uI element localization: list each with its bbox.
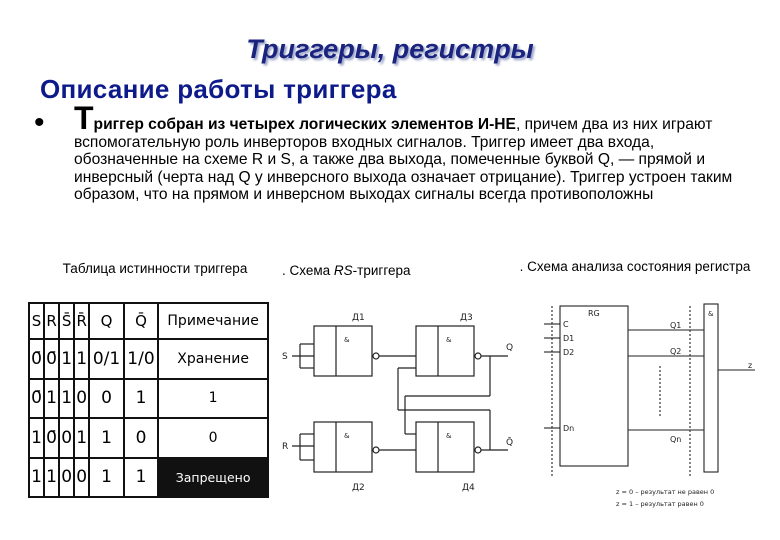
gate-d4: [416, 422, 474, 472]
gate-d3: [416, 326, 474, 376]
slide-title: Триггеры, регистры: [246, 34, 534, 64]
gate-d2: [314, 422, 372, 472]
table-cell: 0: [74, 458, 89, 498]
table-cell: 1: [124, 458, 158, 498]
table-cell: 0: [89, 379, 123, 419]
table-cell: 0̄: [44, 339, 59, 379]
table-cell: 1: [44, 379, 59, 419]
input-d1-label: D1: [563, 334, 575, 343]
table-cell: 1: [44, 458, 59, 498]
para-rest: , причем два из них играют вспомогательную роль инверторов входных сигналов. Триггер имеет два входа, обозначенные на схеме R и S, а также два выхода, помеченные буквой Q, — прямой и инверсный (черта над Q у инверсного выхода означает отрицание). Триггер устроен таким образом, что на прямом и инверсном выходах сигналы всегда противоположны: [74, 116, 733, 204]
table-cell: 1: [74, 418, 89, 458]
and-symbol: &: [446, 432, 452, 440]
output-qn-label: Qn: [670, 435, 682, 444]
output-q2-label: Q2: [670, 347, 682, 356]
output-z-label: z: [748, 361, 753, 370]
table-header-row: [29, 303, 268, 339]
gate-label-d1: Д1: [352, 313, 365, 323]
table-cell: 0: [59, 418, 74, 458]
table-row: [29, 418, 268, 458]
gate-d1: [314, 326, 372, 376]
table-cell: 1/0: [124, 339, 158, 379]
table-row: [29, 339, 268, 379]
para-drop-letter: Т: [74, 100, 94, 136]
and-symbol: &: [446, 336, 452, 344]
and-symbol: &: [708, 310, 714, 318]
rs-trigger-diagram: [280, 300, 516, 500]
table-cell: 0: [124, 418, 158, 458]
table-cell: 0̄: [29, 339, 44, 379]
table-header-cell: S: [29, 303, 44, 339]
bullet-marker: •: [34, 106, 45, 139]
table-cell: 0̄: [44, 418, 59, 458]
input-s-label: S: [282, 352, 288, 362]
table-header-cell: S̄: [59, 303, 74, 339]
table-cell: 1: [74, 339, 89, 379]
input-c-label: C: [563, 320, 569, 329]
table-header-cell: Примечание: [158, 303, 268, 339]
table-cell: 0: [158, 418, 268, 458]
rs-scheme-caption: . Схема RS-триггера: [282, 263, 411, 278]
table-cell: 1: [124, 379, 158, 419]
table-header-cell: R: [44, 303, 59, 339]
table-header-cell: Q̄: [124, 303, 158, 339]
and-gate: [704, 304, 718, 472]
table-cell: 1: [158, 379, 268, 419]
output-q-label: Q: [506, 343, 514, 353]
table-cell: 0: [59, 458, 74, 498]
table-cell: 0̄: [29, 379, 44, 419]
table-cell: 1: [59, 339, 74, 379]
description-paragraph: [74, 100, 749, 204]
input-dn-label: Dn: [563, 424, 575, 433]
register-analysis-diagram: [530, 296, 770, 512]
legend-z0: z = 0 – результат не равен 0: [616, 488, 715, 496]
register-block-label: RG: [588, 309, 600, 318]
table-cell: 1: [89, 418, 123, 458]
register-block: [560, 306, 628, 466]
input-d2-label: D2: [563, 348, 575, 357]
table-cell: 1: [29, 418, 44, 458]
table-cell: 1: [59, 379, 74, 419]
register-scheme-caption: . Схема анализа состояния регистра: [519, 259, 751, 274]
table-row: [29, 379, 268, 419]
table-cell: Хранение: [158, 339, 268, 379]
truth-table-caption: Таблица истинности триггера: [62, 261, 248, 276]
gate-label-d3: Д3: [460, 313, 473, 323]
table-cell: 1: [89, 458, 123, 498]
gate-label-d4: Д4: [462, 483, 475, 493]
and-symbol: &: [344, 432, 350, 440]
output-q1-label: Q1: [670, 321, 682, 330]
and-symbol: &: [344, 336, 350, 344]
legend-z1: z = 1 – результат равен 0: [616, 500, 704, 508]
table-cell: 0/1: [89, 339, 123, 379]
para-first-bold: риггер собран из четырех логических элементов И-НЕ: [93, 116, 516, 133]
gate-label-d2: Д2: [352, 483, 365, 493]
truth-table: [28, 302, 269, 498]
table-row: [29, 458, 268, 498]
output-qbar-label: Q̄: [506, 438, 514, 448]
table-header-cell: R̄: [74, 303, 89, 339]
table-cell: Запрещено: [158, 458, 268, 498]
table-cell: 1: [29, 458, 44, 498]
input-r-label: R: [282, 442, 289, 452]
table-header-cell: Q: [89, 303, 123, 339]
slide-subtitle: Описание работы триггера: [40, 74, 397, 104]
table-cell: 0: [74, 379, 89, 419]
